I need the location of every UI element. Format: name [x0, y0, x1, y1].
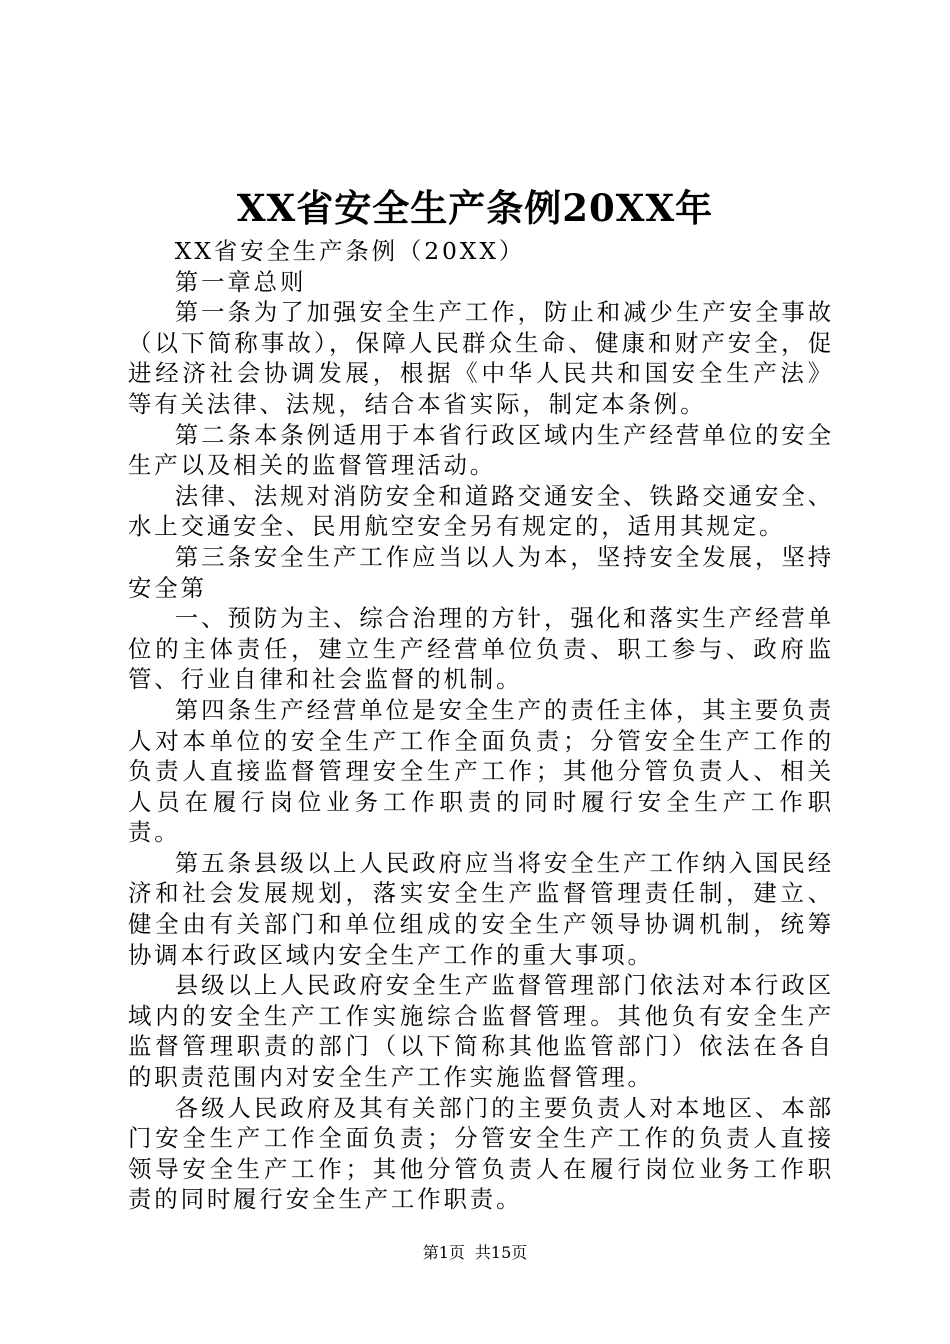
- paragraph-subtitle: XX省安全生产条例（20XX）: [174, 237, 526, 265]
- paragraph-article-2: 第二条本条例适用于本省行政区域内生产经营单位的安全生产以及相关的监督管理活动。: [128, 420, 834, 480]
- document-body: [128, 236, 834, 1215]
- page-number: 第1页: [422, 1243, 465, 1262]
- page-footer: [0, 1241, 950, 1265]
- paragraph-article-5-clause-2: 县级以上人民政府安全生产监督管理部门依法对本行政区域内的安全生产工作实施综合监督管理。其他负有安全生产监督管理职责的部门（以下简称其他监管部门）依法在各自的职责范围内对安全生产工作实施监督管理。: [128, 971, 834, 1092]
- paragraph-article-1: 第一条为了加强安全生产工作，防止和减少生产安全事故（以下简称事故），保障人民群众生命、健康和财产安全，促进经济社会协调发展，根据《中华人民共和国安全生产法》等有关法律、法规，结合本省实际，制定本条例。: [128, 298, 834, 418]
- paragraph-article-3: 第三条安全生产工作应当以人为本，坚持安全发展，坚持安全第: [128, 542, 834, 602]
- document-title: XX省安全生产条例20XX年: [236, 186, 714, 230]
- paragraph-article-3-continued: 一、预防为主、综合治理的方针，强化和落实生产经营单位的主体责任，建立生产经营单位负责、职工参与、政府监管、行业自律和社会监督的机制。: [128, 604, 834, 694]
- paragraph-article-5: 第五条县级以上人民政府应当将安全生产工作纳入国民经济和社会发展规划，落实安全生产监督管理责任制，建立、健全由有关部门和单位组成的安全生产领导协调机制，统筹协调本行政区域内安全生产工作的重大事项。: [128, 848, 834, 969]
- paragraph-article-5-clause-3: 各级人民政府及其有关部门的主要负责人对本地区、本部门安全生产工作全面负责；分管安全生产工作的负责人直接领导安全生产工作；其他分管负责人在履行岗位业务工作职责的同时履行安全生产工作职责。: [128, 1093, 834, 1214]
- paragraph-article-2-clause: 法律、法规对消防安全和道路交通安全、铁路交通安全、水上交通安全、民用航空安全另有规定的，适用其规定。: [128, 481, 834, 541]
- paragraph-chapter-heading: 第一章总则: [174, 267, 307, 296]
- page-total: 共15页: [474, 1243, 528, 1262]
- paragraph-article-4: 第四条生产经营单位是安全生产的责任主体，其主要负责人对本单位的安全生产工作全面负责；分管安全生产工作的负责人直接监督管理安全生产工作；其他分管负责人、相关人员在履行岗位业务工作职责的同时履行安全生产工作职责。: [128, 695, 834, 847]
